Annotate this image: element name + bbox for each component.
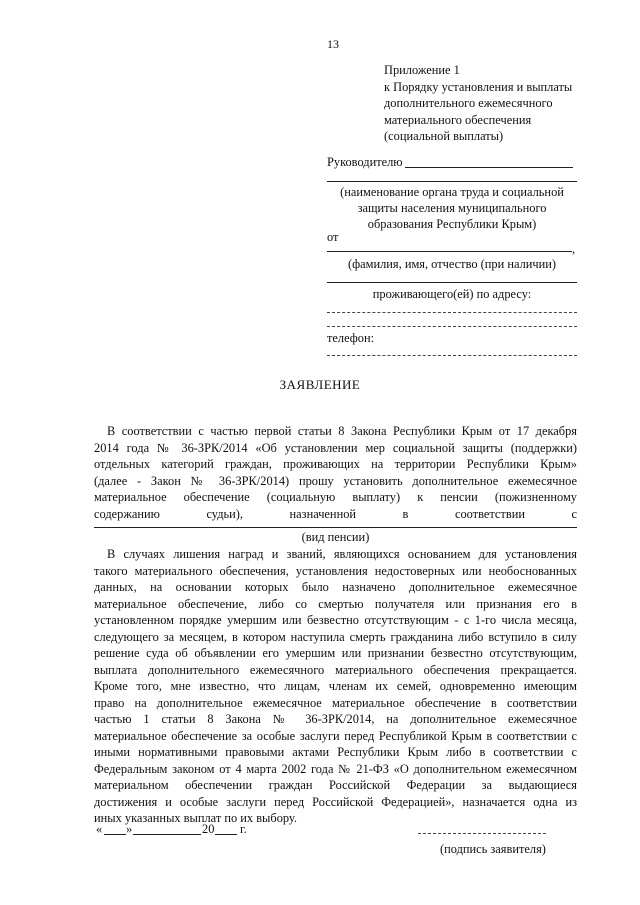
paragraph-line: данных, на основании которых было назначено дополнительное ежемесячное — [94, 580, 577, 594]
paragraph-conditions — [94, 546, 577, 827]
appendix-line: (социальной выплаты) — [384, 129, 504, 143]
address-field-line[interactable] — [327, 312, 577, 313]
phone-field-line[interactable] — [327, 355, 577, 356]
paragraph-line: материальном обеспечении граждан Российской Федерации за выдающиеся — [94, 778, 577, 792]
pension-caption: (вид пенсии) — [301, 530, 370, 544]
date-day-field[interactable] — [104, 834, 126, 835]
paragraph-line: достижения и особые заслуги перед Российской Федерацией», назначается одна из — [94, 794, 577, 809]
org-caption-line: (наименование органа труда и социальной — [340, 185, 564, 199]
from-label: от — [327, 230, 339, 244]
paragraph-line: иных указанных выплат по их выбору. — [94, 811, 297, 825]
page-number: 13 — [327, 37, 339, 51]
date-year-prefix: 20 — [202, 822, 215, 836]
org-caption-line: защиты населения муниципального — [357, 201, 547, 215]
signature-caption: (подпись заявителя) — [440, 842, 546, 856]
signature-field-line[interactable] — [418, 833, 546, 834]
name-field-line[interactable] — [327, 251, 572, 252]
paragraph-line: право на дополнительное ежемесячное материальное обеспечение в соответствии — [94, 695, 577, 710]
paragraph-line: материальное обеспечение (социальную выплату) к пенсии (пожизненному — [94, 490, 577, 504]
paragraph-line: частью 1 статьи 8 Закона № 36-ЗРК/2014, на дополнительное ежемесячное — [94, 712, 577, 726]
date-month-field[interactable] — [133, 834, 201, 835]
org-caption — [322, 184, 582, 232]
paragraph-line: материальное обеспечение, либо со смертью получателя или признания его в — [94, 596, 577, 611]
paragraph-line: Кроме того, мне известно, что лицам, членам их семей, одновременно имеющим — [94, 679, 577, 693]
appendix-line: дополнительного ежемесячного — [384, 96, 553, 110]
paragraph-request — [94, 423, 577, 522]
paragraph-line: следующего за месяцем, в котором наступила смерть гражданина либо вступило в силу — [94, 629, 577, 644]
to-field-line[interactable] — [405, 167, 573, 168]
date-quote-open: « — [96, 822, 103, 836]
paragraph-line: выплата дополнительного ежемесячного материального обеспечения прекращается. — [94, 662, 577, 677]
comma-mark: , — [572, 242, 576, 256]
pension-type-field-line[interactable] — [94, 527, 577, 528]
appendix-line: материального обеспечения — [384, 112, 532, 127]
to-label: Руководителю — [327, 155, 403, 169]
paragraph-line: установленном порядке умершим или безвестно отсутствующим - с 1-го числа месяца, — [94, 613, 577, 627]
address-field-line-2[interactable] — [327, 326, 577, 327]
paragraph-line: такого материального обеспечения, установления недостоверных или необоснованных — [94, 563, 577, 578]
paragraph-line: иными нормативными правовыми актами Республики Крым либо в соответствии с — [94, 745, 577, 759]
date-suffix: г. — [240, 822, 247, 836]
name-field-line-2[interactable] — [327, 282, 577, 283]
paragraph-line: решение суда об объявлении его умершим или признании безвестно отсутствующим, — [94, 646, 577, 660]
paragraph-line: В случаях лишения наград и званий, являющихся основанием для установления — [107, 547, 577, 561]
paragraph-line: материальное обеспечение за особые заслуги перед Республикой Крым в соответствии с — [94, 728, 577, 743]
paragraph-line: Федеральным законом от 4 марта 2002 года № 21-ФЗ «О дополнительном ежемесячном — [94, 761, 577, 776]
appendix-block — [384, 62, 624, 145]
address-label: проживающего(ей) по адресу: — [372, 287, 532, 301]
org-caption-line: образования Республики Крым) — [367, 217, 537, 231]
paragraph-line: отдельных категорий граждан, проживающих на территории Республики Крым» — [94, 457, 577, 471]
phone-label: телефон: — [327, 331, 375, 345]
document-title: ЗАЯВЛЕНИЕ — [279, 377, 361, 392]
appendix-line: к Порядку установления и выплаты — [384, 79, 573, 94]
paragraph-line: (далее - Закон № 36-ЗРК/2014) прошу установить дополнительное ежемесячное — [94, 473, 577, 488]
date-quote-close: » — [126, 822, 133, 836]
date-year-field[interactable] — [215, 834, 237, 835]
appendix-line: Приложение 1 — [384, 63, 460, 77]
paragraph-line: 2014 года № 36-ЗРК/2014 «Об установлении мер социальной защиты (поддержки) — [94, 440, 577, 455]
name-caption: (фамилия, имя, отчество (при наличии) — [347, 257, 556, 271]
paragraph-line: содержанию судьи), назначенной в соответствии с — [94, 506, 577, 521]
org-field-line[interactable] — [327, 181, 577, 182]
paragraph-line: В соответствии с частью первой статьи 8 Закона Республики Крым от 17 декабря — [107, 424, 577, 438]
